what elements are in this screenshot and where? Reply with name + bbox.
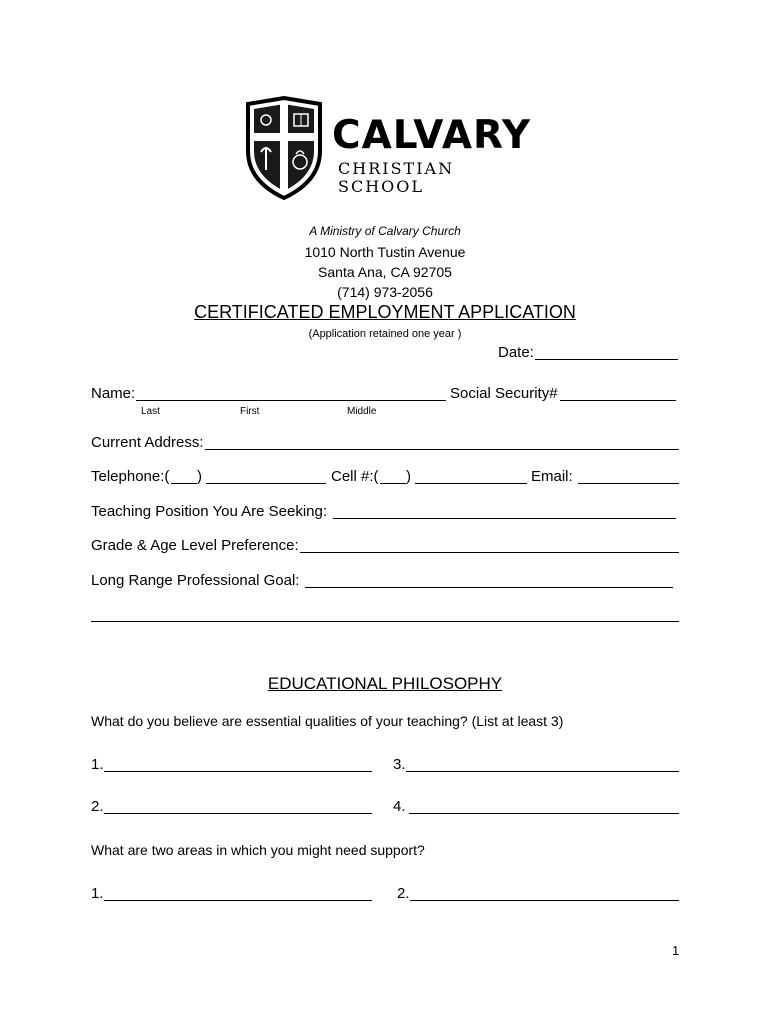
support-item-2-field[interactable] [410, 900, 679, 901]
retention-note: (Application retained one year ) [308, 328, 462, 340]
telephone-label: Telephone:( [91, 468, 170, 485]
philosophy-heading: EDUCATIONAL PHILOSOPHY [267, 674, 503, 693]
quality-item-2-field[interactable] [104, 813, 372, 814]
support-item-1-field[interactable] [104, 900, 372, 901]
page-title: CERTIFICATED EMPLOYMENT APPLICATION [194, 302, 576, 322]
telephone-paren-close: ) [197, 468, 202, 485]
name-sub-last: Last [141, 406, 160, 417]
cell-label: Cell #:( [331, 468, 379, 485]
cell-paren-close: ) [406, 468, 411, 485]
position-label: Teaching Position You Are Seeking: [91, 503, 328, 520]
quality-item-3-number: 3. [393, 756, 406, 773]
email-field[interactable] [578, 483, 679, 484]
address-field[interactable] [205, 449, 679, 450]
school-logo [244, 96, 534, 200]
street-address: 1010 North Tustin Avenue [304, 244, 466, 260]
quality-item-1-number: 1. [91, 756, 104, 773]
quality-item-2-number: 2. [91, 798, 104, 815]
address-label: Current Address: [91, 434, 204, 451]
cell-number-field[interactable] [415, 483, 527, 484]
ssn-field[interactable] [560, 400, 676, 401]
quality-item-4-number: 4. [393, 798, 406, 815]
goal-field-continued[interactable] [91, 621, 679, 622]
grade-field[interactable] [300, 552, 679, 553]
question-support-areas: What are two areas in which you might need support? [91, 842, 425, 858]
city-state-zip: Santa Ana, CA 92705 [318, 264, 452, 280]
logo-name: CALVARY [332, 113, 532, 158]
date-field[interactable] [535, 359, 678, 360]
quality-item-3-field[interactable] [406, 771, 679, 772]
ministry-line: A Ministry of Calvary Church [309, 224, 461, 238]
quality-item-1-field[interactable] [104, 771, 372, 772]
telephone-number-field[interactable] [206, 483, 326, 484]
telephone-area-code-field[interactable] [171, 483, 197, 484]
email-label: Email: [531, 468, 573, 485]
question-essential-qualities: What do you believe are essential qualities of your teaching? (List at least 3) [91, 713, 564, 729]
quality-item-4-field[interactable] [409, 813, 679, 814]
name-sub-first: First [240, 406, 260, 417]
name-field[interactable] [136, 400, 446, 401]
grade-label: Grade & Age Level Preference: [91, 537, 299, 554]
page-number: 1 [672, 943, 680, 958]
goal-label: Long Range Professional Goal: [91, 572, 300, 589]
name-label: Name: [91, 385, 136, 402]
shield-crest-icon [244, 96, 324, 200]
goal-field[interactable] [305, 587, 673, 588]
date-label: Date: [498, 344, 534, 361]
support-item-2-number: 2. [397, 885, 410, 902]
ssn-label: Social Security# [450, 385, 558, 402]
name-sub-middle: Middle [347, 406, 377, 417]
position-field[interactable] [333, 518, 676, 519]
logo-subtitle: CHRISTIAN SCHOOL [338, 159, 455, 196]
support-item-1-number: 1. [91, 885, 104, 902]
cell-area-code-field[interactable] [380, 483, 406, 484]
phone-number: (714) 973-2056 [337, 284, 433, 300]
